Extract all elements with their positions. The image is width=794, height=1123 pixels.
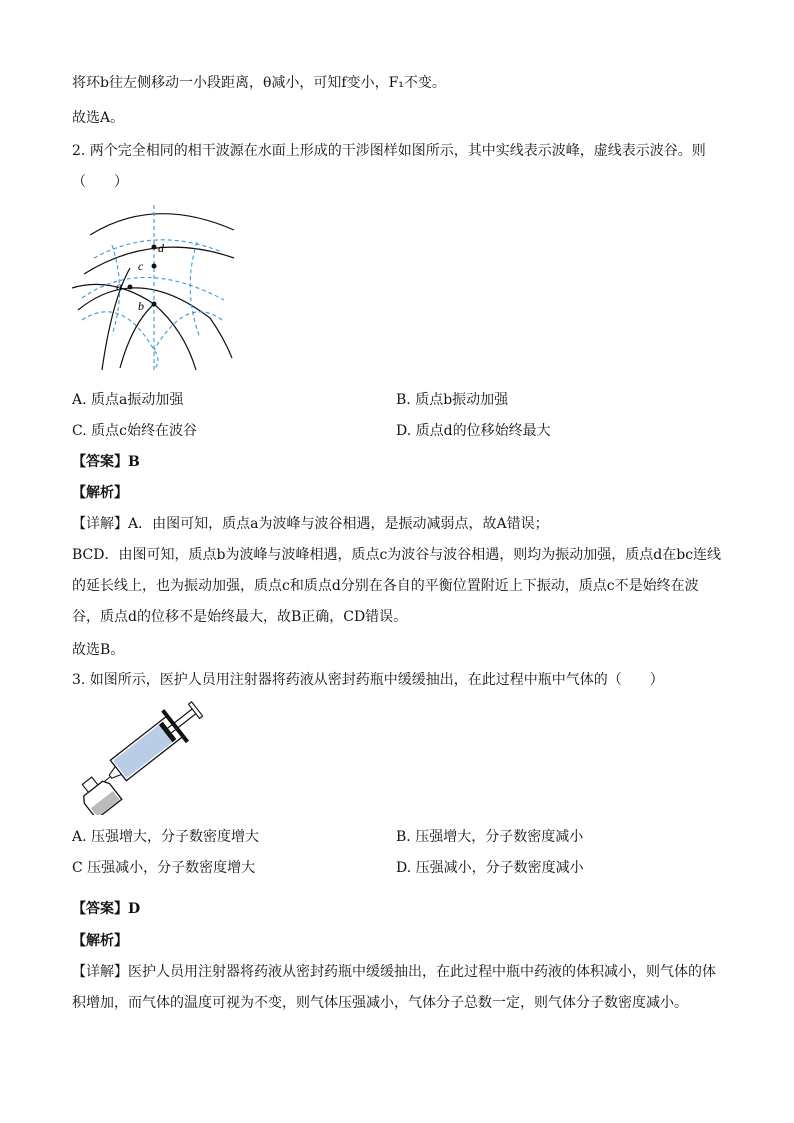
crest-line: [78, 288, 232, 358]
syringe-figure: [72, 697, 212, 815]
question-2-bracket: （ ）: [72, 174, 128, 190]
trough-line: [154, 312, 222, 350]
text-line: 将环b往左侧移动一小段距离，θ减小，可知f变小，F₁不变。: [72, 75, 446, 91]
point-a: [128, 285, 133, 290]
point-c: [152, 264, 157, 269]
q2-option-a: A. 质点a振动加强: [72, 392, 184, 408]
crest-line: [120, 304, 154, 368]
detail-2a: 【详解】A．由图可知，质点a为波峰与波谷相遇，是振动减弱点，故A错误；: [72, 516, 549, 532]
trough-line: [190, 242, 200, 338]
label-a: a: [116, 279, 122, 293]
label-c: c: [138, 259, 144, 273]
answer-2: 【答案】B: [72, 454, 140, 470]
label-b: b: [138, 299, 144, 313]
question-2: 2. 两个完全相同的相干波源在水面上形成的干涉图样如图所示，其中实线表示波峰，虚线表示波谷。则: [72, 143, 706, 159]
answer-3: 【答案】D: [72, 901, 141, 917]
question-3: 3. 如图所示，医护人员用注射器将药液从密封药瓶中缓缓抽出，在此过程中瓶中气体的（ ）: [72, 672, 664, 688]
q3-option-a: A. 压强增大，分子数密度增大: [72, 829, 260, 845]
select-2: 故选B。: [72, 642, 125, 658]
label-d: d: [158, 241, 164, 255]
trough-line: [82, 312, 158, 370]
analysis-3-heading: 【解析】: [72, 933, 128, 949]
q2-option-c: C. 质点c始终在波谷: [72, 423, 197, 439]
detail-3: 【详解】医护人员用注射器将药液从密封药瓶中缓缓抽出，在此过程中瓶中药液的体积减小，则气体的体积增加，而气体的温度可视为不变，则气体压强减小，气体分子总数一定，则气体分子数密度减小。: [72, 964, 716, 1011]
point-d: [152, 245, 157, 250]
text-line: 故选A。: [72, 110, 125, 126]
q3-option-c: C 压强减小，分子数密度增大: [72, 860, 256, 876]
q2-option-b: B. 质点b振动加强: [396, 392, 509, 408]
q3-option-b: B. 压强增大，分子数密度减小: [396, 829, 584, 845]
q2-option-d: D. 质点d的位移始终最大: [396, 423, 551, 439]
trough-line: [82, 277, 224, 300]
analysis-2-heading: 【解析】: [72, 485, 128, 501]
point-b: [152, 302, 157, 307]
crest-line: [90, 214, 234, 235]
interference-figure: [72, 200, 242, 375]
q3-option-d: D. 压强减小，分子数密度减小: [396, 860, 584, 876]
detail-2b: BCD．由图可知，质点b为波峰与波峰相遇，质点c为波谷与波谷相遇，则均为振动加强，质点d在bc连线的延长线上，也为振动加强，质点c和质点d分别在各自的平衡位置附近上下振动，质点c不是始终在波谷，质点d的位移不是始终最大，故B正确，CD错误。: [72, 547, 722, 625]
